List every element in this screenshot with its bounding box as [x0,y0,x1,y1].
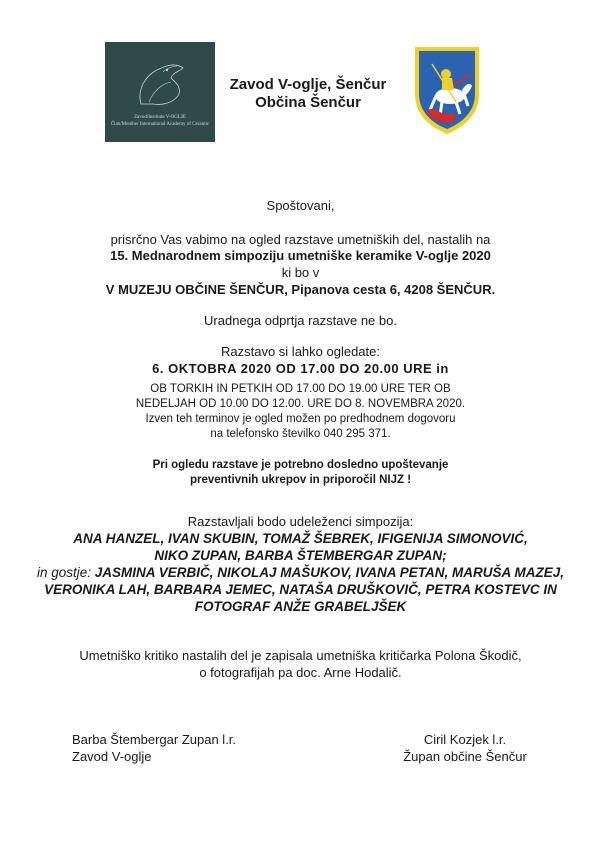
opening-date: 6. OKTOBRA 2020 OD 17.00 DO 20.00 URE in [152,361,449,376]
invitation-line: prisrčno Vas vabimo na ogled razstave umetniških del, nastalih na [110,232,491,247]
guest-artists-list: VERONIKA LAH, BARBARA JEMEC, NATAŠA DRUŠKOVIČ, PETRA KOSTEVC IN [44,582,557,597]
phone-note: na telefonsko številko 040 295 371. [210,428,391,440]
guest-artists-list [0,564,601,581]
sencur-coat-of-arms-icon [412,44,482,136]
logo-text-institute: Zavod/Institute V-OGLJE [134,115,186,120]
municipality-name: Občina Šenčur [255,94,361,111]
schedule-intro: Razstavo si lahko ogledate: [221,344,380,359]
artists-intro: Razstavljali bodo udeleženci simpozija: [187,514,414,529]
guest-artists: JASMINA VERBIČ, NIKOLAJ MAŠUKOV, IVANA PETAN, MARUŠA MAZEJ, [94,565,565,580]
artists-list: NIKO ZUPAN, BARBA ŠTEMBERGAR ZUPAN; [154,548,447,563]
appointment-note: Izven teh terminov je ogled možen po predhodnem dogovoru [145,413,456,425]
zavod-v-oglje-logo [105,42,215,142]
symposium-name: 15. Mednarodnem simpoziju umetniške keramike V-oglje 2020 [110,248,491,263]
critique-note: Umetniško kritiko nastalih del je zapisala umetniška kritičarka Polona Škodič, [79,648,522,663]
guests-label: in gostje: [36,565,95,580]
logo-text-academy: Član/Member International Academy of Ceramic [110,122,210,127]
salutation: Spoštovani, [266,198,335,213]
safety-notice: Pri ogledu razstave je potrebno dosledno upoštevanje [152,459,449,471]
no-opening-note: Uradnega odprtja razstave ne bo. [204,313,397,328]
right-signatory-name: Ciril Kozjek l.r. [423,732,507,747]
invitation-line: ki bo v [281,265,320,280]
organizer-name: Zavod V-oglje, Šenčur [229,76,387,93]
left-signatory-name: Barba Štembergar Zupan l.r. [72,732,237,747]
safety-notice: preventivnih ukrepov in priporočil NIJZ ! [189,474,412,486]
venue-address: V MUZEJU OBČINE ŠENČUR, Pipanova cesta 6, 4208 ŠENČUR. [105,282,496,297]
right-signatory-title: Župan občine Šenčur [403,749,527,764]
opening-hours: OB TORKIH IN PETKIH OD 17.00 DO 19.00 URE TER OB [150,383,451,395]
opening-hours: NEDELJAH OD 10.00 DO 12.00. URE DO 8. NOVEMBRA 2020. [135,398,466,410]
critique-note: o fotografijah pa doc. Arne Hodalič. [199,665,402,680]
artists-list: ANA HANZEL, IVAN SKUBIN, TOMAŽ ŠEBREK, IFIGENIJA SIMONOVIĆ, [73,531,528,546]
left-signatory-title: Zavod V-oglje [72,749,152,764]
guest-artists-list: FOTOGRAF ANŽE GRABELJŠEK [194,599,407,614]
